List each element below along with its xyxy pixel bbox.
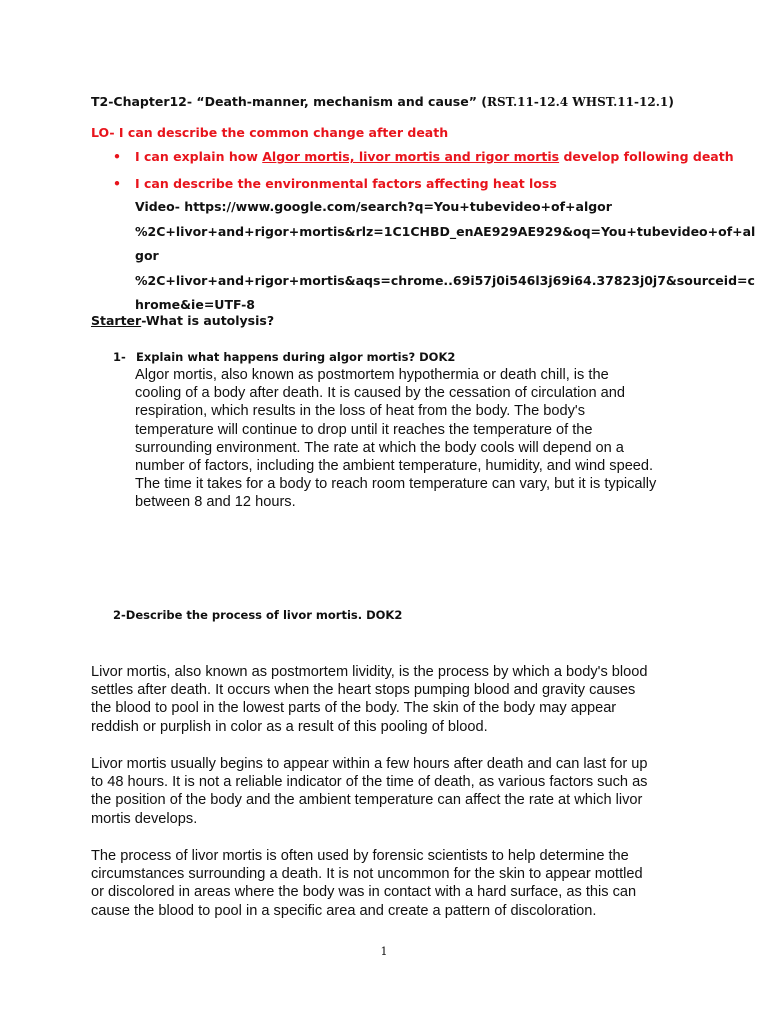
document-title (91, 94, 674, 109)
paragraph-line: The process of livor mortis is often used by forensic scientists to help determine the (91, 848, 629, 864)
livor-paragraph-2 (91, 755, 691, 828)
bullet1-underlined: Algor mortis, livor mortis and rigor mortis (262, 149, 560, 164)
bullet-dot: • (113, 176, 121, 191)
paragraph-line: the position of the body and the ambient temperature can affect the rate at which livor (91, 792, 643, 809)
paragraph-line: Livor mortis usually begins to appear within a few hours after death and can last for up (91, 756, 648, 772)
video-line: %2C+livor+and+rigor+mortis&aqs=chrome..69i57j0i546l3j69i64.37823j0j7&sourceid=c (135, 272, 755, 288)
answer-line: surrounding environment. The rate at which the body cools will depend on a (135, 439, 624, 456)
answer-line: number of factors, including the ambient temperature, humidity, and wind speed. (135, 458, 654, 475)
livor-paragraph-3 (91, 847, 691, 920)
paragraph-line: the blood to pool in the lowest parts of the body. The skin of the body may appear (91, 700, 617, 717)
video-line: %2C+livor+and+rigor+mortis&rlz=1C1CHBD_enAE929AE929&oq=You+tubevideo+of+al (135, 223, 756, 239)
page-number: 1 (380, 945, 388, 958)
paragraph-line: cause the blood to pool in a specific area and create a pattern of discoloration. (91, 902, 597, 919)
paragraph-line: or discolored in areas where the body was in contact with a hard surface, as this can (91, 884, 637, 901)
question-number: 1- (113, 350, 126, 364)
question-text: Explain what happens during algor mortis? DOK2 (136, 350, 456, 364)
objective-bullet-1 (113, 149, 734, 164)
objective-bullet-2 (113, 176, 557, 191)
video-line: hrome&ie=UTF-8 (135, 297, 256, 312)
starter-label: Starter (91, 313, 142, 328)
starter-question (91, 313, 274, 328)
question-2: 2-Describe the process of livor mortis. DOK2 (113, 608, 403, 622)
learning-objective: LO- I can describe the common change after death (91, 125, 449, 140)
bullet2-text: I can describe the environmental factors affecting heat loss (135, 176, 557, 191)
video-line: Video- https://www.google.com/search?q=You+tubevideo+of+algor (135, 199, 612, 214)
paragraph-line: settles after death. It occurs when the heart stops pumping blood and gravity causes (91, 682, 636, 699)
bullet1-pre: I can explain how (135, 149, 263, 164)
paragraph-line: mortis develops. (91, 810, 198, 827)
answer-line: Algor mortis, also known as postmortem hypothermia or death chill, is the (135, 367, 609, 383)
starter-text: -What is autolysis? (141, 313, 275, 328)
livor-paragraph-1 (91, 663, 691, 736)
title-close: ) (668, 94, 674, 109)
answer-line: The time it takes for a body to reach room temperature can vary, but it is typically (135, 476, 657, 493)
paragraph-line: circumstances surrounding a death. It is not uncommon for the skin to appear mottled (91, 866, 643, 883)
bullet1-post: develop following death (559, 149, 734, 164)
paragraph-line: reddish or purplish in color as a result of this pooling of blood. (91, 718, 488, 735)
paragraph-line: to 48 hours. It is not a reliable indicator of the time of death, as various factors such as (91, 774, 648, 791)
answer-line: cooling of a body after death. It is caused by the cessation of circulation and (135, 385, 626, 402)
video-line: gor (135, 248, 159, 263)
answer-1 (135, 366, 695, 512)
title-text: T2-Chapter12- “Death-manner, mechanism and cause” ( (91, 94, 487, 109)
video-link[interactable] (135, 195, 756, 318)
answer-line: respiration, which results in the loss of heat from the body. The body's (135, 403, 586, 420)
bullet-dot: • (113, 149, 121, 164)
standards-text: RST.11-12.4 WHST.11-12.1 (486, 95, 669, 109)
paragraph-line: Livor mortis, also known as postmortem lividity, is the process by which a body's blood (91, 664, 648, 680)
answer-line: between 8 and 12 hours. (135, 494, 296, 511)
question-1 (113, 350, 455, 364)
answer-line: temperature will continue to drop until it reaches the temperature of the (135, 421, 593, 438)
